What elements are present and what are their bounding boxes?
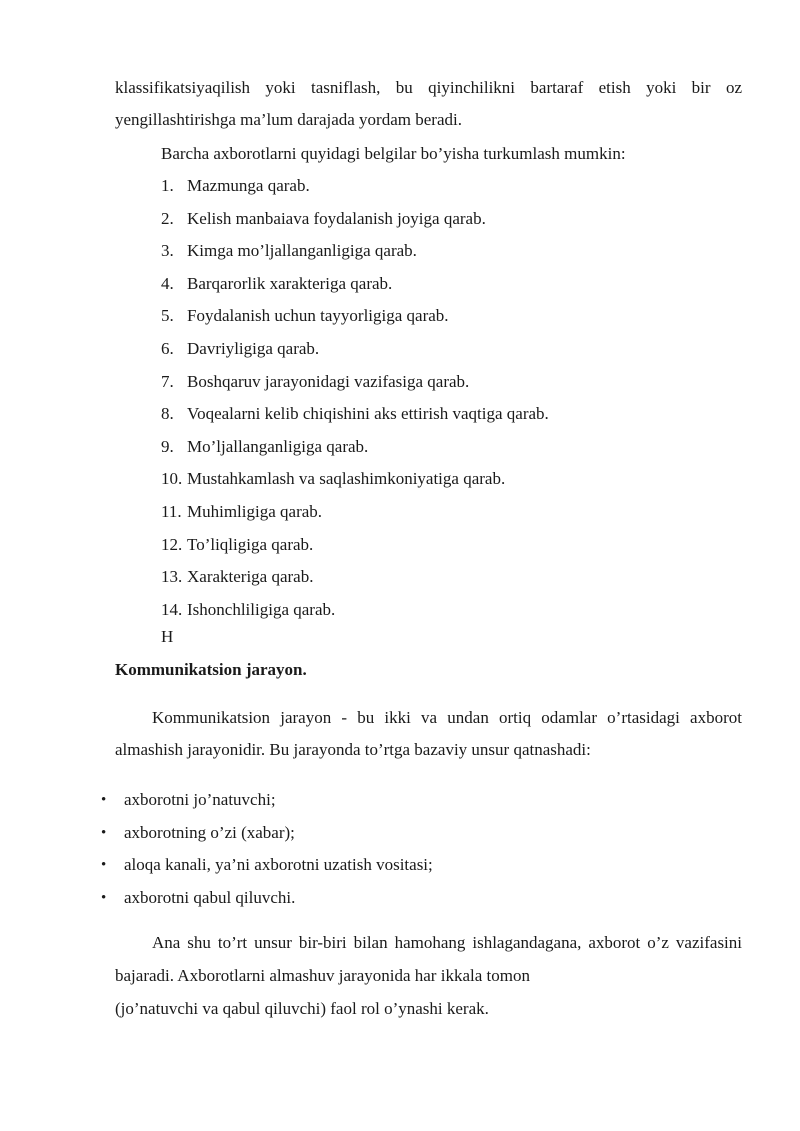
- list-item-text: Ishonchliligiga qarab.: [187, 599, 336, 619]
- paragraph-top: klassifikatsiyaqilish yoki tasniflash, bu qiyinchilikni bartaraf etish yoki bir oz yengillashtirishga ma’lum darajada yordam beradi.: [115, 78, 742, 129]
- list-item: [101, 882, 433, 915]
- list-item-text: To’liqligiga qarab.: [187, 534, 314, 554]
- list-item-text: Mustahkamlash va saqlashimkoniyatiga qarab.: [187, 469, 506, 489]
- list-item-number: 4.: [161, 273, 174, 293]
- list-item-number: 5.: [161, 306, 174, 326]
- list-item-text: Barqarorlik xarakteriga qarab.: [187, 273, 393, 293]
- stray-letter: H: [161, 627, 174, 646]
- list-item: [161, 268, 549, 301]
- list-item: [161, 333, 549, 366]
- list-item: [161, 300, 549, 333]
- paragraph-communication-intro: Kommunikatsion jarayon - bu ikki va undan ortiq odamlar o’rtasidagi axborot almashish jarayonidir. Bu jarayonda to’rtga bazaviy unsur qatnashadi:: [115, 708, 742, 759]
- list-item-number: 8.: [161, 404, 174, 424]
- list-item: [161, 496, 549, 529]
- list-item: [161, 235, 549, 268]
- list-item: [101, 817, 433, 850]
- paragraph-bottom: [115, 926, 742, 1025]
- list-item-text: Muhimligiga qarab.: [187, 501, 323, 521]
- list-item-number: 1.: [161, 176, 174, 195]
- list-item: [161, 170, 549, 203]
- list-item-number: 9.: [161, 436, 174, 456]
- list-item: [161, 431, 549, 464]
- list-item: [161, 203, 549, 236]
- list-item: [161, 366, 549, 399]
- list-item: [101, 784, 433, 817]
- list-item-number: 6.: [161, 338, 174, 358]
- list-item-text: aloqa kanali, ya’ni axborotni uzatish vositasi;: [124, 855, 433, 875]
- list-item-number: 11.: [161, 501, 182, 521]
- list-item-text: Xarakteriga qarab.: [187, 567, 314, 587]
- list-item-text: Kelish manbaiava foydalanish joyiga qarab.: [187, 208, 486, 228]
- list-intro-line: Barcha axborotlarni quyidagi belgilar bo’yisha turkumlash mumkin:: [161, 144, 626, 163]
- bullet-list: [101, 784, 433, 914]
- list-item: [161, 398, 549, 431]
- list-item-text: Mazmunga qarab.: [187, 176, 310, 195]
- paragraph-bottom-last-line: (jo’natuvchi va qabul qiluvchi) faol rol o’ynashi kerak.: [115, 999, 489, 1018]
- list-item: [161, 594, 549, 627]
- bullet-icon: •: [101, 792, 107, 808]
- list-item-number: 12.: [161, 534, 183, 554]
- bullet-icon: •: [101, 889, 107, 906]
- list-item-number: 2.: [161, 208, 174, 228]
- list-item-text: Davriyligiga qarab.: [187, 338, 320, 358]
- list-item-number: 14.: [161, 599, 183, 619]
- section-heading: Kommunikatsion jarayon.: [115, 660, 307, 679]
- list-item-number: 13.: [161, 567, 183, 587]
- list-item-text: axborotning o’zi (xabar);: [124, 822, 295, 842]
- bullet-icon: •: [101, 824, 107, 841]
- list-item-text: Voqealarni kelib chiqishini aks ettirish vaqtiga qarab.: [187, 404, 549, 424]
- numbered-list: [161, 170, 549, 626]
- list-item: [161, 463, 549, 496]
- paragraph-bottom-main: Ana shu to’rt unsur bir-biri bilan hamohang ishlagandagana, axborot o’z vazifasini bajaradi. Axborotlarni almashuv jarayonida har ikkala tomon: [115, 933, 742, 985]
- list-item-number: 3.: [161, 241, 174, 261]
- list-item-number: 10.: [161, 469, 183, 489]
- list-item: [161, 529, 549, 562]
- list-item-text: axborotni qabul qiluvchi.: [124, 887, 296, 907]
- list-item-text: Mo’ljallanganligiga qarab.: [187, 436, 369, 456]
- list-item-text: Kimga mo’ljallanganligiga qarab.: [187, 241, 417, 261]
- list-item-text: Foydalanish uchun tayyorligiga qarab.: [187, 306, 449, 326]
- list-item-number: 7.: [161, 371, 174, 391]
- list-item: [161, 561, 549, 594]
- list-item-text: Boshqaruv jarayonidagi vazifasiga qarab.: [187, 371, 470, 391]
- list-item-text: axborotni jo’natuvchi;: [124, 790, 276, 809]
- bullet-icon: •: [101, 857, 107, 874]
- list-item: [101, 849, 433, 882]
